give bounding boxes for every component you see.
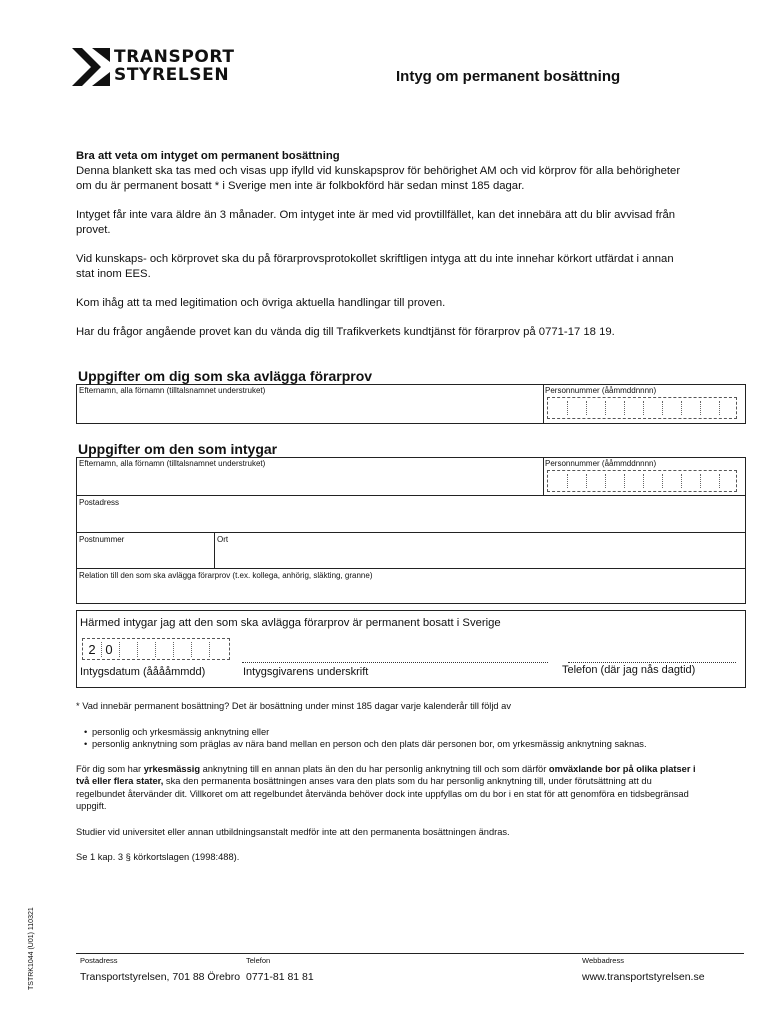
transportstyrelsen-logo	[72, 48, 242, 88]
certifier-pnr-label: Personnummer (ååmmddnnnn)	[545, 459, 657, 468]
certification-statement: Härmed intygar jag att den som ska avlägga förarprov är permanent bosatt i Sverige	[80, 617, 501, 629]
note-professional: För dig som har yrkesmässig anknytning till en annan plats än den du har personlig anknytning till och som därför omväxlande bor på olika platser i två eller flera stater, ska den permanenta bosättningen anses vara den plats som du har personlig anknytning till, under förutsättning att du regelbundet återvänder dit. Villkoret om att regelbundet återvända behöver dock inte uppfyllas om du bor i en stat för att genomföra en tidsbegränsad uppgift.	[76, 763, 696, 811]
phone-label: Telefon (där jag nås dagtid)	[562, 664, 696, 676]
signature-line[interactable]	[242, 662, 548, 663]
intro-paragraph-1: Denna blankett ska tas med och visas upp ifylld vid kunskapsprov för behörighet AM och vid körprov för alla behörigheter om du är permanent bosatt * i Sverige men inte är folkbokförd här sedan minst 185 dagar.	[76, 165, 681, 192]
intro-paragraph-3: Vid kunskaps- och körprovet ska du på förarprovsprotokollet skriftligen intyga att du inte innehar körkort utfärdat i annan stat inom EES.	[76, 253, 674, 280]
intro-heading: Bra att veta om intyget om permanent bosättning	[76, 150, 340, 162]
date-label: Intygsdatum (ååååmmdd)	[80, 666, 206, 678]
certification-date-input[interactable]	[82, 638, 230, 660]
note-list	[76, 726, 696, 751]
city-label: Ort	[217, 535, 229, 544]
relation-field[interactable]	[77, 568, 745, 603]
notes-section	[76, 700, 696, 877]
phone-line[interactable]	[568, 662, 736, 663]
note-definition: * Vad innebär permanent bosättning? Det är bosättning under minst 185 dagar varje kalenderår till följd av	[76, 701, 511, 711]
date-digit: 2	[88, 642, 96, 657]
footer-web-link[interactable]: www.transportstyrelsen.se	[582, 971, 705, 983]
intro-paragraph-2: Intyget får inte vara äldre än 3 månader. Om intyget inte är med vid provtillfället, kan det innebära att du blir avvisad från provet.	[76, 209, 676, 236]
section-applicant-title: Uppgifter om dig som ska avlägga förarprov	[78, 368, 373, 384]
certifier-pnr-input[interactable]	[547, 470, 737, 492]
section-certifier-title: Uppgifter om den som intygar	[78, 441, 278, 457]
list-item: • personlig anknytning som präglas av nära band mellan en person och den plats där personen bor, om yrkesmässig anknytning saknas.	[92, 738, 696, 751]
form-code: TSTRK1044 (U01) 110321	[28, 907, 35, 990]
intro-paragraph-4: Kom ihåg att ta med legitimation och övriga aktuella handlingar till proven.	[76, 297, 446, 309]
applicant-pnr-label: Personnummer (ååmmddnnnn)	[545, 386, 657, 395]
footer-postal-value: Transportstyrelsen, 701 88 Örebro	[80, 971, 241, 983]
note-law-reference: Se 1 kap. 3 § körkortslagen (1998:488).	[76, 852, 240, 862]
document-title: Intyg om permanent bosättning	[396, 68, 621, 85]
footer-divider	[76, 953, 744, 954]
city-field[interactable]	[215, 532, 745, 568]
relation-label: Relation till den som ska avlägga förarprov (t.ex. kollega, anhörig, släkting, granne)	[79, 571, 373, 580]
footer-postal-label: Postadress	[80, 956, 118, 965]
postal-address-label: Postadress	[79, 498, 120, 507]
applicant-name-field[interactable]	[77, 385, 544, 423]
footer-phone-label: Telefon	[246, 956, 271, 965]
date-digit: 0	[105, 642, 113, 657]
applicant-fields	[76, 384, 746, 424]
applicant-pnr-input[interactable]	[547, 397, 737, 419]
logo-wordmark: TRANSPORT STYRELSEN	[114, 47, 235, 85]
signature-label: Intygsgivarens underskrift	[243, 666, 369, 678]
zip-code-label: Postnummer	[79, 535, 125, 544]
postal-address-field[interactable]	[77, 495, 745, 532]
logo-mark-icon	[72, 48, 110, 86]
certifier-name-label: Efternamn, alla förnamn (tilltalsnamnet understruket)	[79, 459, 266, 468]
certifier-fields	[76, 457, 746, 604]
applicant-name-label: Efternamn, alla förnamn (tilltalsnamnet understruket)	[79, 386, 266, 395]
list-item: • personlig och yrkesmässig anknytning eller	[92, 726, 696, 739]
note-studies: Studier vid universitet eller annan utbildningsanstalt medför inte att den permanenta bosättningen ändras.	[76, 826, 510, 837]
intro-paragraph-5: Har du frågor angående provet kan du vända dig till Trafikverkets kundtjänst för förarprov på 0771-17 18 19.	[76, 326, 615, 338]
footer-web-label: Webbadress	[582, 956, 624, 965]
intro-text	[76, 149, 686, 354]
footer-phone-value: 0771-81 81 81	[246, 971, 314, 983]
certifier-name-field[interactable]	[77, 458, 544, 495]
zip-code-field[interactable]	[77, 532, 215, 568]
